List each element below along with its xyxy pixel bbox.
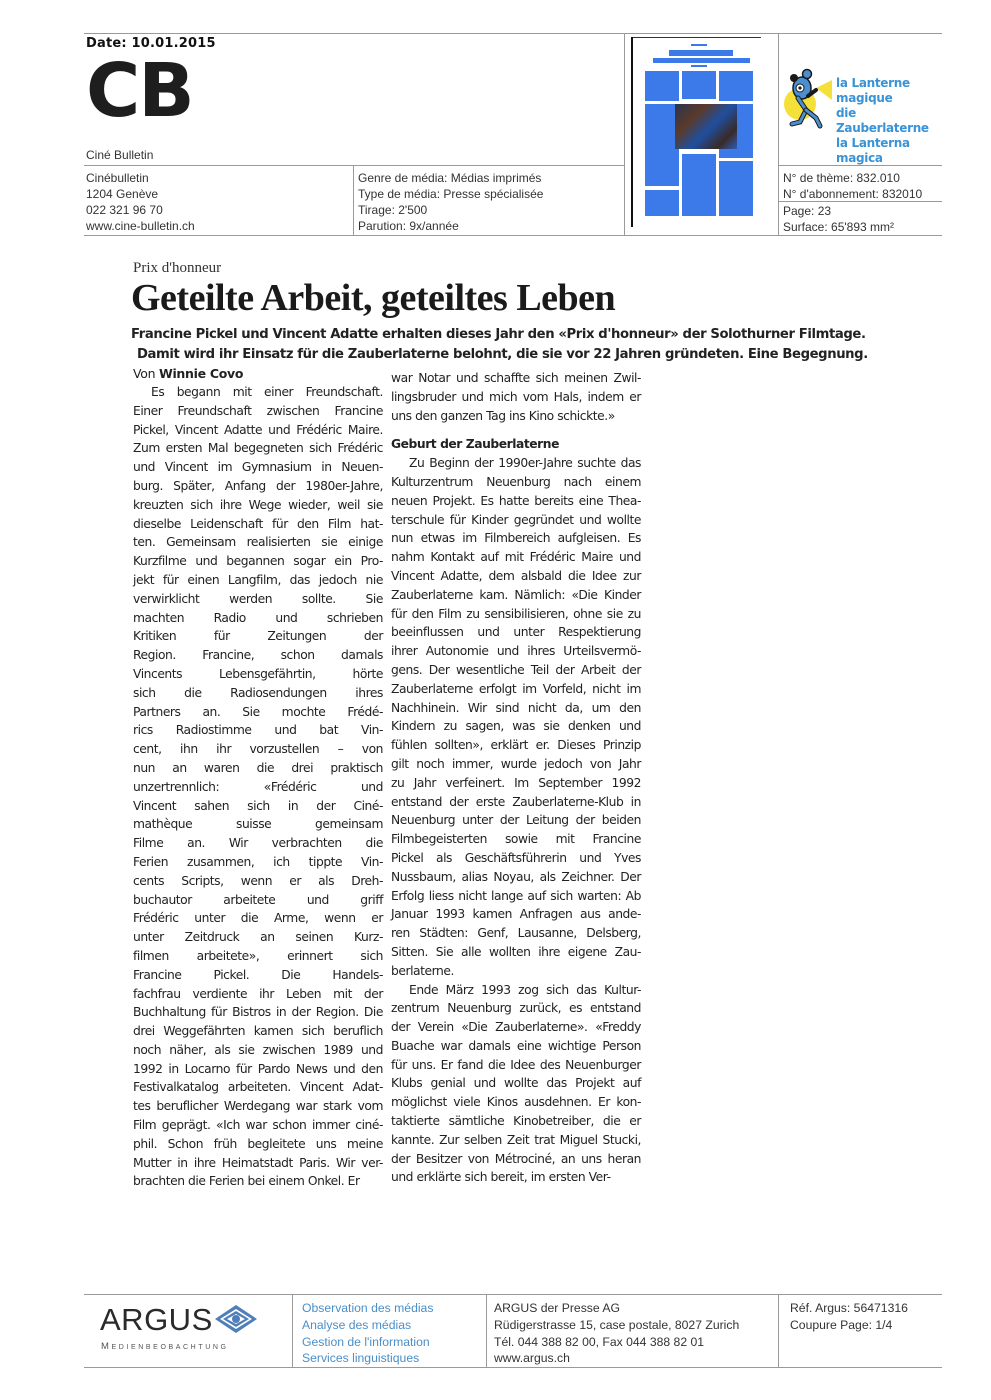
text-line: taktierte sämtliche Kinobetreiber, die er	[391, 1114, 641, 1129]
thumbnail-block	[719, 71, 753, 101]
text-line: Zauberlaterne erfolgt im Vorfeld, nicht im	[391, 681, 641, 696]
lanterne-magique-logo	[780, 66, 945, 165]
text-line: dieselbe Leidenschaft für den Film hat-	[133, 516, 383, 531]
text-line: gilt noch immer, wurde jedoch von Jahr	[391, 756, 641, 771]
thumbnail-block	[691, 44, 707, 46]
header-divider	[778, 33, 779, 235]
text-line: Zu Beginn der 1990er-Jahre suchte das	[409, 456, 641, 471]
byline-prefix: Von	[133, 366, 156, 381]
text-line: Klubs genial und wollte das Projekt auf	[391, 1076, 641, 1091]
page-thumbnail	[631, 37, 761, 227]
header-divider	[353, 165, 354, 235]
text-line: tes beruflicher Werdegang war stark vom	[133, 1099, 383, 1114]
top-rule	[84, 33, 942, 34]
thumbnail-block	[645, 190, 679, 216]
service-item: Gestion de l'information	[302, 1334, 430, 1349]
footer-divider	[292, 1294, 293, 1367]
publisher-city: 1204 Genève	[86, 187, 159, 201]
text-line: Nachhinein. Wir sind nicht da, um den	[391, 700, 641, 715]
theme-info	[783, 170, 922, 202]
text-line: nun etwas im Filmbereich aufgleisen. Es	[391, 531, 641, 546]
text-line: uns den ganzen Tag ins Kino schickte.»	[391, 408, 615, 423]
text-line: Zauberlaterne kam. Nämlich: «Die Kinder	[391, 587, 641, 602]
website: www.argus.ch	[494, 1351, 570, 1366]
street-address: Rüdigerstrasse 15, case postale, 8027 Zurich	[494, 1317, 740, 1332]
text-line: Mutter in ihre Heimatstadt Paris. Wir ver-	[133, 1155, 383, 1170]
text-line: machten Radio und schrieben	[133, 610, 383, 625]
subscription-number: N° d'abonnement: 832010	[783, 187, 923, 201]
thumbnail-block	[645, 104, 679, 186]
company-name: ARGUS der Presse AG	[494, 1301, 620, 1315]
text-line: Erfolg liess nicht lange auf sich warten: Ab	[391, 888, 641, 903]
page-info	[783, 203, 894, 235]
frequency: Parution: 9x/année	[358, 219, 459, 233]
thumbnail-photo	[675, 104, 737, 149]
thumbnail-block	[653, 58, 750, 63]
text-line: Frédéric unter die Arme, wenn er	[133, 911, 383, 926]
text-line: lingsbruder und mich vom Hals, indem er	[391, 389, 641, 404]
publisher-website: www.cine-bulletin.ch	[86, 219, 195, 233]
clipping-page: Coupure Page: 1/4	[790, 1317, 893, 1332]
header-rule	[84, 165, 624, 166]
text-line: beeinflussen und unter Respektierung	[391, 625, 641, 640]
text-line: Neuenburg unter der Leitung der beiden	[391, 813, 641, 828]
thumbnail-block	[691, 65, 707, 67]
text-line: Ferien zusammen, ich tippte Vin-	[133, 854, 383, 869]
text-line: Einer Freundschaft zwischen Francine	[133, 403, 383, 418]
text-line: brachten die Ferien bei einem Onkel. Er	[133, 1174, 360, 1189]
document-date: Date: 10.01.2015	[86, 36, 216, 51]
reference-number: Réf. Argus: 56471316	[790, 1301, 908, 1315]
lead-line: Francine Pickel und Vincent Adatte erhalten dieses Jahr den «Prix d'honneur» der Solothurner Filmtage.	[131, 327, 866, 342]
header-divider	[624, 33, 625, 235]
text-line: Kindern zu sagen, was sie denken und	[391, 719, 641, 734]
text-line: der Besitzer von Métrociné, an uns heran	[391, 1151, 641, 1166]
header-bottom-rule	[84, 235, 942, 236]
text-line: nahm Kontakt auf mit Frédéric Maire und	[391, 550, 641, 565]
thumbnail-block	[682, 154, 716, 216]
logo-line-de: die Zauberlaterne	[836, 106, 929, 135]
text-line: neuen Projekt. Es hatte bereits eine Thea-	[391, 493, 641, 508]
text-line: und Vincent im Gymnasium in Neuen-	[133, 460, 383, 475]
surface-area: Surface: 65'893 mm²	[783, 220, 895, 234]
text-line: Filmbegeisterten sowie mit Francine	[391, 832, 641, 847]
text-line: Vincent Adatte, dem alsbald die Idee zur	[391, 568, 641, 583]
text-line: zu Jahr verfeinert. Im September 1992	[391, 775, 641, 790]
publication-name: Ciné Bulletin	[86, 148, 154, 162]
article-column-2	[391, 369, 641, 1187]
text-line: kreuzten sich ihre Wege wieder, weil sie	[133, 497, 383, 512]
text-line: Es begann mit einer Freundschaft.	[151, 385, 383, 399]
publisher-contact	[86, 170, 195, 234]
text-line: Francine Pickel. Die Handels-	[133, 967, 383, 982]
service-item: Analyse des médias	[302, 1317, 412, 1332]
text-line: noch näher, als sie zwischen 1989 und	[133, 1042, 383, 1057]
publication-logo: CB	[86, 48, 193, 134]
text-line: Ende März 1993 zog sich das Kultur-	[409, 982, 641, 997]
text-line: Kurzfilme und begannen sogar ein Pro-	[133, 554, 383, 569]
argus-address	[494, 1300, 739, 1367]
thumbnail-block	[669, 50, 733, 56]
text-line: Kritiken für Zeitungen der	[133, 629, 383, 644]
text-line: war Notar und schaffte sich meinen Zwil-	[391, 371, 641, 385]
thumbnail-edge	[631, 37, 633, 227]
text-line: drei Weggefährten kamen sich beruflich	[133, 1024, 383, 1039]
service-item: Services linguistiques	[302, 1351, 420, 1366]
text-line: burg. Später, Anfang der 1980er-Jahre,	[133, 478, 383, 493]
text-line: Buchhaltung für Bistros in der Region. Die	[133, 1005, 383, 1020]
text-line: buchautor arbeitete und griff	[133, 892, 383, 907]
text-line: fachfrau verdiente ihr Leben mit der	[133, 986, 383, 1001]
phone-fax: Tél. 044 388 82 00, Fax 044 388 82 01	[494, 1334, 705, 1349]
thumbnail-edge	[631, 37, 761, 38]
argus-services	[302, 1300, 433, 1367]
text-line: und erklärte sich bereit, im ersten Ver-	[391, 1170, 611, 1185]
text-line: der Verein «Die Zauberlaterne». «Freddy	[391, 1020, 641, 1035]
footer-divider	[778, 1294, 779, 1367]
text-line: Pickel, Vincent Adatte und Frédéric Maire.	[133, 422, 383, 437]
article-byline	[133, 366, 243, 381]
circulation: Tirage: 2'500	[358, 203, 428, 217]
thumbnail-block	[719, 161, 753, 216]
text-line: kannte. Zur selben Zeit trat Miguel Stucki,	[391, 1132, 641, 1147]
author-name: Winnie Covo	[158, 366, 244, 381]
argus-logo-text: ARGUS	[100, 1302, 213, 1337]
text-line: Zum ersten Mal begegneten sich Frédéric	[133, 441, 383, 456]
text-line: gens. Der wesentliche Teil der Arbeit der	[391, 662, 641, 677]
text-line: zentrum Neuenburg zurück, es entstand	[391, 1001, 641, 1016]
argus-eye-icon	[213, 1303, 259, 1335]
footer-divider	[486, 1294, 487, 1367]
section-subheading: Geburt der Zauberlaterne	[391, 437, 559, 452]
text-line: sich die Radiosendungen ihres	[133, 685, 383, 700]
lead-line: Damit wird ihr Einsatz für die Zauberlaterne belohnt, die sie vor 22 Jahren gründeten. Eine Begegnung.	[137, 347, 868, 362]
lanterne-mascot-icon	[780, 66, 836, 132]
text-line: phil. Schon früh begleitete uns meine	[133, 1136, 383, 1151]
text-line: Buache war damals eine wichtige Person	[391, 1038, 641, 1053]
text-line: Vincent sahen sich in der Ciné-	[133, 798, 383, 813]
text-line: cents Scripts, wenn er als Dreh-	[133, 873, 383, 888]
text-line: für uns. Er fand die Idee des Neuenburger	[391, 1057, 641, 1072]
text-line: nun an waren die drei praktisch	[133, 760, 383, 775]
text-line: Nussbaum, alias Noyau, als Zeichner. Der	[391, 869, 641, 884]
text-line: verwirklicht werden sollte. Sie	[133, 591, 383, 606]
argus-reference	[790, 1300, 908, 1334]
text-line: Pickel als Geschäftsführerin und Yves	[391, 850, 641, 865]
media-genre: Genre de média: Médias imprimés	[358, 171, 542, 185]
page-number: Page: 23	[783, 204, 832, 218]
text-line: Region. Francine, schon damals	[133, 648, 383, 663]
media-type: Type de média: Presse spécialisée	[358, 187, 544, 201]
text-line: mathèque suisse gemeinsam	[133, 817, 383, 832]
text-line: Filme an. Wir verbrachten die	[133, 836, 383, 851]
text-line: für den Film zu sensibilisieren, ohne sie zu	[391, 606, 641, 621]
thumbnail-block	[682, 71, 716, 99]
article-headline: Geteilte Arbeit, geteiltes Leben	[131, 277, 616, 319]
text-line: cent, ihn ihr vorzustellen – von	[133, 742, 383, 757]
lanterne-logo-text	[836, 76, 945, 166]
logo-line-it: la Lanterna magica	[836, 136, 910, 165]
footer-top-rule	[84, 1294, 942, 1295]
text-line: Vincents Lebensgefährtin, hörte	[133, 666, 383, 681]
logo-line-fr: la Lanterne magique	[836, 76, 910, 105]
text-line: terschule für Kinder gegründet und wollte	[391, 512, 641, 527]
text-line: Januar 1993 kamen Anfragen aus ande-	[391, 907, 641, 922]
service-item: Observation des médias	[302, 1301, 434, 1315]
theme-number: N° de thème: 832.010	[783, 171, 900, 185]
publisher-phone: 022 321 96 70	[86, 203, 163, 217]
article-lead	[131, 325, 868, 365]
text-line: Kulturzentrum Neuenburg nach einem	[391, 474, 641, 489]
text-line: fühlen sollten», erklärt er. Dieses Prinzip	[391, 738, 641, 753]
article-kicker: Prix d'honneur	[133, 260, 222, 276]
article-column-1	[133, 383, 383, 1191]
text-line: Film geprägt. «Ich war schon immer ciné-	[133, 1118, 383, 1133]
text-line: ren Städten: Genf, Lausanne, Delsberg,	[391, 926, 641, 941]
publisher-name: Cinébulletin	[86, 171, 149, 185]
media-info	[358, 170, 543, 234]
text-line: Partners an. Sie mochte Frédé-	[133, 704, 383, 719]
text-line: Sitten. Sie alle wollten ihre eigene Zau-	[391, 944, 641, 959]
text-line: unzertrennlich: «Frédéric und	[133, 779, 383, 794]
paragraph-gap	[391, 425, 641, 435]
text-line: Festivalkatalog arbeiteten. Vincent Adat-	[133, 1080, 383, 1095]
text-line: 1992 in Locarno für Pardo News und den	[133, 1061, 383, 1076]
text-line: filmen arbeitete», erinnert sich	[133, 948, 383, 963]
text-line: entstand der erste Zauberlaterne-Klub in	[391, 794, 641, 809]
text-line: möglichst viele Kinos ausdehnen. Er kon-	[391, 1095, 641, 1110]
text-line: jekt für einen Langfilm, das jedoch nie	[133, 572, 383, 587]
text-line: rics Radiostimme und bat Vin-	[133, 723, 383, 738]
text-line: berlaterne.	[391, 963, 454, 978]
argus-logo-subtitle: Medienbeobachtung	[101, 1341, 229, 1352]
text-line: ten. Gemeinsam realisierten sie einige	[133, 535, 383, 550]
text-line: unter Zeitdruck an seinen Kurz-	[133, 930, 383, 945]
text-line: ihrer Autonomie und ihres Urteilsvermö-	[391, 644, 641, 659]
thumbnail-block	[645, 71, 679, 101]
